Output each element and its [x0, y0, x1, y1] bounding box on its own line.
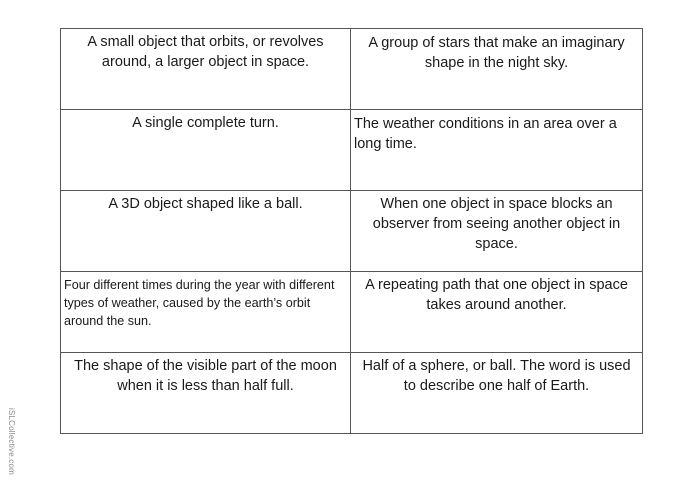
definition-text: Four different times during the year with different types of weather, caused by the earth’s orbit around the sun. [64, 278, 335, 328]
card-row [61, 29, 643, 110]
card-row [61, 272, 643, 353]
definition-card [61, 110, 351, 191]
definition-text: The shape of the visible part of the moon when it is less than half full. [74, 358, 337, 394]
definition-text: A repeating path that one object in space takes around another. [365, 277, 628, 313]
definition-card [61, 353, 351, 434]
definition-cards-table [60, 28, 643, 434]
definition-text: A single complete turn. [132, 115, 279, 131]
definition-card [351, 353, 643, 434]
definition-text: When one object in space blocks an observer from seeing another object in space. [372, 196, 621, 252]
definition-card [61, 272, 351, 353]
definition-card [61, 191, 351, 272]
definition-text: A 3D object shaped like a ball. [108, 196, 303, 212]
card-row [61, 110, 643, 191]
definition-card [351, 110, 643, 191]
definition-text: A small object that orbits, or revolves around, a larger object in space. [87, 34, 324, 70]
card-row [61, 191, 643, 272]
definition-text: The weather conditions in an area over a long time. [354, 116, 617, 152]
card-row [61, 353, 643, 434]
definition-card [351, 191, 643, 272]
definition-text: Half of a sphere, or ball. The word is used to describe one half of Earth. [362, 358, 631, 394]
definition-text: A group of stars that make an imaginary shape in the night sky. [368, 35, 625, 71]
watermark [4, 396, 18, 486]
definition-card [351, 272, 643, 353]
definition-card [61, 29, 351, 110]
definition-card [351, 29, 643, 110]
watermark-text: iSLCollective.com [6, 407, 16, 475]
